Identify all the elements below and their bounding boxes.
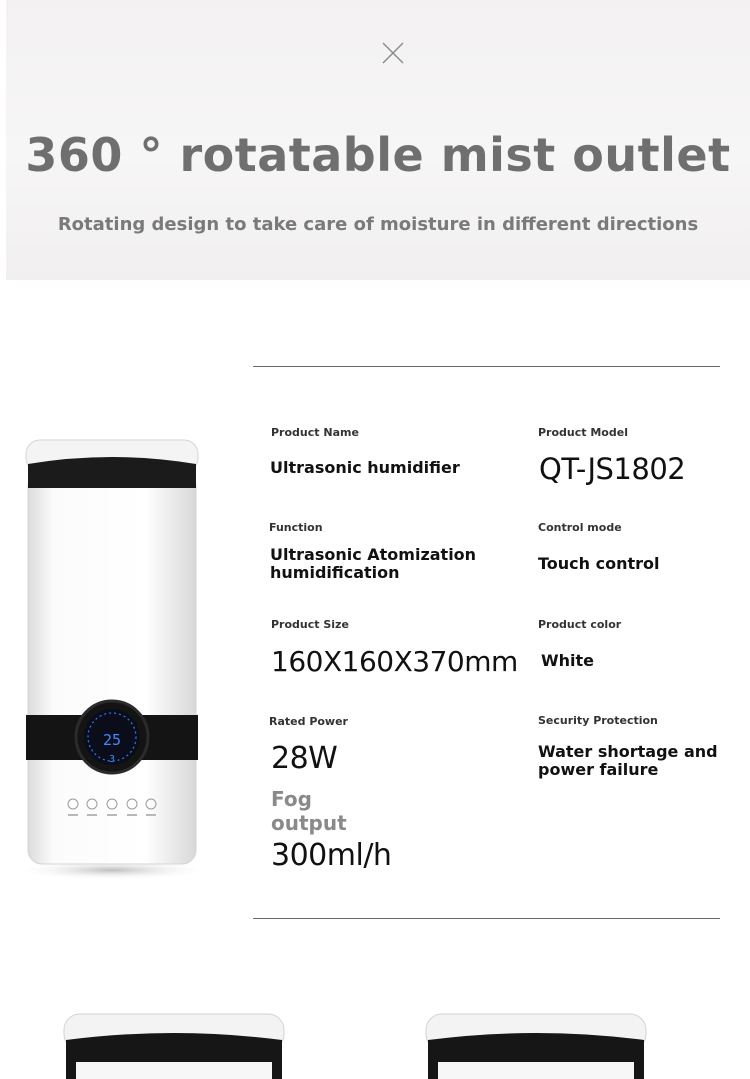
rated-power-label: Rated Power (269, 715, 348, 728)
hero-subtitle: Rotating design to take care of moisture in different directions (57, 214, 699, 235)
product-size-value: 160X160X370mm (271, 645, 518, 678)
product-model-label: Product Model (538, 426, 628, 439)
product-color-label: Product color (538, 618, 622, 631)
control-mode-value: Touch control (538, 554, 660, 573)
humidifier-image (6, 430, 216, 890)
divider-top (253, 366, 720, 367)
product-name-label: Product Name (271, 426, 359, 439)
function-label: Function (269, 521, 323, 534)
fog-output-value: 300ml/h (271, 838, 392, 873)
divider-bottom (253, 918, 720, 919)
close-icon[interactable] (382, 42, 404, 64)
display-level: 3 (108, 754, 116, 765)
fog-output-label: Fog output (271, 787, 347, 835)
display-temperature: 25 (102, 731, 122, 749)
rated-power-value: 28W (271, 741, 338, 776)
hero-banner (6, 0, 750, 280)
humidifier-top-image-right (416, 1000, 656, 1079)
control-mode-label: Control mode (538, 521, 622, 534)
product-model-value: QT-JS1802 (539, 452, 686, 486)
product-color-value: White (541, 651, 595, 670)
function-value: Ultrasonic Atomization humidification (270, 545, 477, 582)
humidifier-top-image-left (54, 1000, 294, 1079)
product-size-label: Product Size (271, 618, 349, 631)
security-protection-value: Water shortage and power failure (538, 742, 718, 779)
security-protection-label: Security Protection (538, 714, 658, 727)
hero-title: 360 ° rotatable mist outlet (25, 128, 731, 182)
product-name-value: Ultrasonic humidifier (270, 458, 460, 477)
